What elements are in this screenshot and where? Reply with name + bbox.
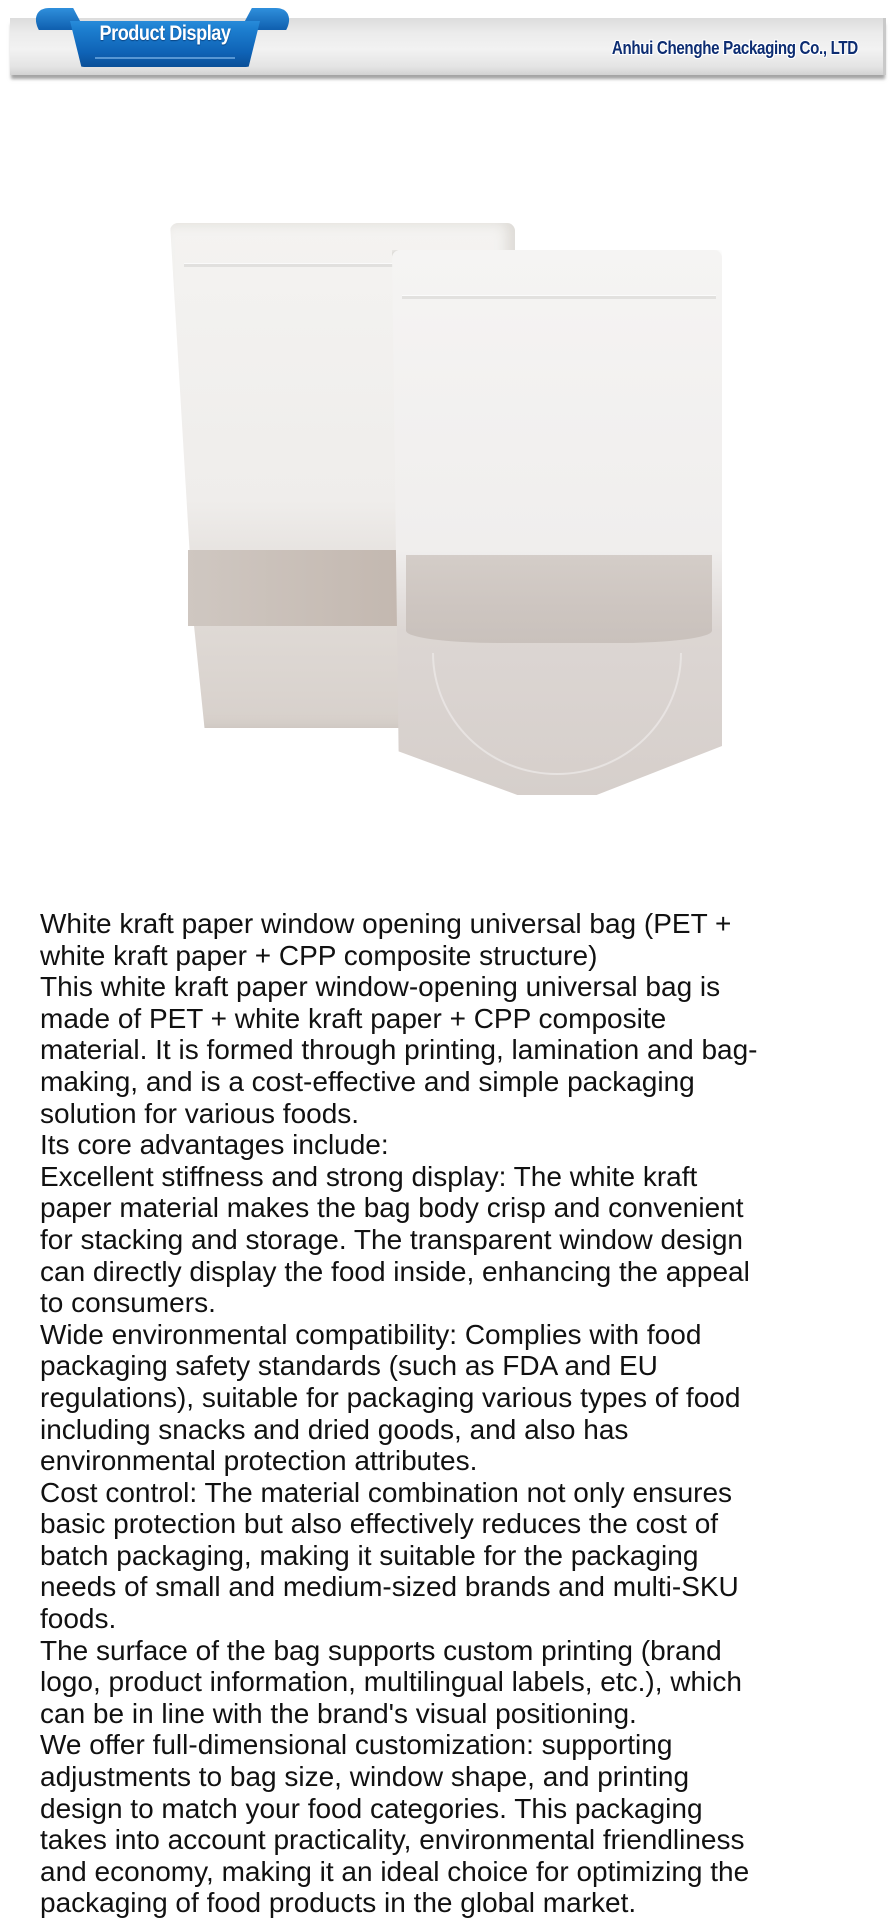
description-line: basic protection but also effectively reduces the cost of [40, 1508, 719, 1540]
product-description [40, 908, 870, 1919]
description-line: takes into account practicality, environmental friendliness [40, 1824, 745, 1856]
description-line: This white kraft paper window-opening universal bag is [40, 971, 721, 1003]
pouch-front [392, 250, 722, 795]
description-line: packaging safety standards (such as FDA and EU [40, 1350, 658, 1382]
description-line: design to match your food categories. This packaging [40, 1792, 703, 1824]
description-line: material. It is formed through printing, lamination and bag- [40, 1034, 758, 1066]
description-line: made of PET + white kraft paper + CPP composite [40, 1002, 667, 1034]
description-line: including snacks and dried goods, and also has [40, 1413, 629, 1445]
description-line: logo, product information, multilingual labels, etc.), which [40, 1666, 742, 1698]
description-line: for stacking and storage. The transparent window design [40, 1223, 744, 1255]
description-line: making, and is a cost-effective and simple packaging [40, 1065, 695, 1097]
pouch-window [406, 555, 712, 643]
description-line: can be in line with the brand's visual positioning. [40, 1697, 637, 1729]
description-line: environmental protection attributes. [40, 1445, 478, 1477]
description-line: needs of small and medium-sized brands and multi-SKU [40, 1571, 739, 1603]
company-name: Anhui Chenghe Packaging Co., LTD [611, 38, 858, 58]
description-line: The surface of the bag supports custom printing (brand [40, 1634, 722, 1666]
description-line: white kraft paper + CPP composite structure) [40, 939, 598, 971]
description-line: We offer full-dimensional customization: supporting [40, 1729, 673, 1761]
section-title: Product Display [99, 22, 231, 45]
description-line: Cost control: The material combination not only ensures [40, 1476, 733, 1508]
header-banner [0, 0, 895, 90]
product-image [140, 200, 750, 810]
description-line: solution for various foods. [40, 1097, 360, 1129]
description-line: Its core advantages include: [40, 1129, 389, 1161]
zipper-seal [402, 295, 716, 299]
description-line: Wide environmental compatibility: Complies with food [40, 1318, 702, 1350]
description-line: to consumers. [40, 1287, 216, 1319]
description-line: foods. [40, 1603, 117, 1635]
description-line: paper material makes the bag body crisp and convenient [40, 1192, 744, 1224]
description-line: White kraft paper window opening universal bag (PET + [40, 908, 732, 939]
description-line: Excellent stiffness and strong display: The white kraft [40, 1160, 698, 1192]
description-line: regulations), suitable for packaging various types of food [40, 1381, 741, 1413]
description-line: adjustments to bag size, window shape, and printing [40, 1761, 690, 1793]
description-line: and economy, making it an ideal choice for optimizing the [40, 1855, 750, 1887]
description-line: batch packaging, making it suitable for the packaging [40, 1539, 699, 1571]
description-line: can directly display the food inside, enhancing the appeal [40, 1255, 750, 1287]
description-line: packaging of food products in the global market. [40, 1887, 637, 1919]
